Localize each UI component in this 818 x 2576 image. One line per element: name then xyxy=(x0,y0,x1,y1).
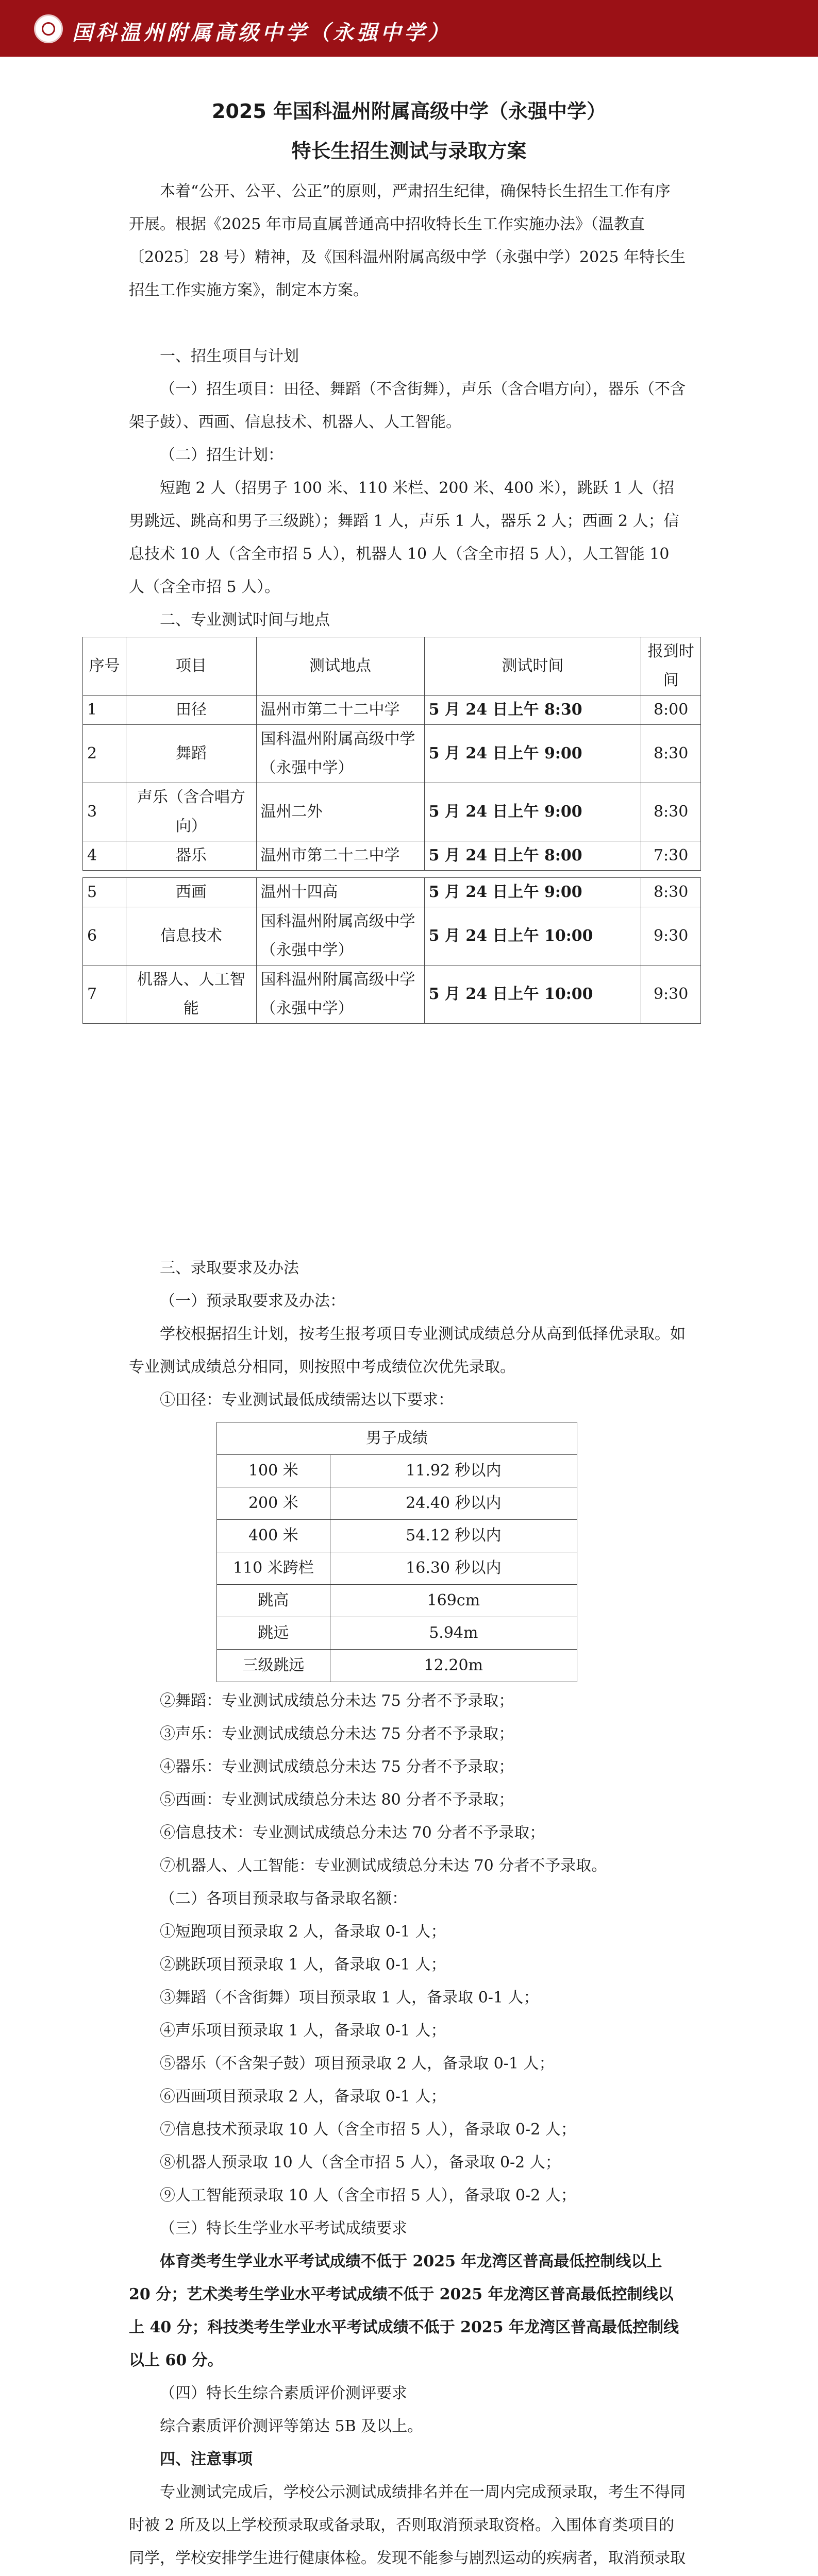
cell-no: 5 xyxy=(83,878,126,907)
table-row xyxy=(83,965,701,1024)
quota-item: ④声乐项目预录取 1 人，备录取 0-1 人； xyxy=(160,2022,446,2040)
table-row xyxy=(83,725,701,783)
table-row xyxy=(217,1455,577,1487)
cell-no: 1 xyxy=(83,696,126,725)
schedule-header-row xyxy=(83,637,701,696)
std-event: 400 米 xyxy=(217,1520,330,1552)
section1-plan-heading: （二）招生计划： xyxy=(160,446,283,464)
cell-no: 4 xyxy=(83,841,126,871)
cell-no: 7 xyxy=(83,965,126,1024)
cell-item: 机器人、人工智能 xyxy=(126,965,256,1024)
section4-heading: 四、注意事项 xyxy=(160,2450,253,2468)
col-header: 序号 xyxy=(83,637,126,696)
min-rule: ③声乐：专业测试成绩总分未达 75 分者不予录取； xyxy=(160,1725,514,1743)
schedule-table xyxy=(82,637,701,1024)
section3-sub3: （三）特长生学业水平考试成绩要求 xyxy=(160,2219,407,2238)
cell-item: 田径 xyxy=(126,696,256,725)
min-rule: ⑥信息技术：专业测试成绩总分未达 70 分者不予录取； xyxy=(160,1824,545,1842)
cell-item: 声乐（含合唱方向） xyxy=(126,783,256,841)
std-event: 110 米跨栏 xyxy=(217,1552,330,1585)
table-row xyxy=(217,1585,577,1617)
quota-item: ③舞蹈（不含街舞）项目预录取 1 人，备录取 0-1 人； xyxy=(160,1989,539,2007)
quota-item: ⑤器乐（不含架子鼓）项目预录取 2 人，备录取 0-1 人； xyxy=(160,2055,555,2073)
cell-time: 5 月 24 日上午 9:00 xyxy=(424,878,641,907)
col-header: 测试时间 xyxy=(424,637,641,696)
min-rule: ④器乐：专业测试成绩总分未达 75 分者不予录取； xyxy=(160,1758,514,1776)
cell-report: 8:30 xyxy=(641,878,701,907)
std-value: 169cm xyxy=(330,1585,577,1617)
cell-time: 5 月 24 日上午 10:00 xyxy=(424,965,641,1024)
min-rule: ②舞蹈：专业测试成绩总分未达 75 分者不予录取； xyxy=(160,1692,514,1710)
cell-report: 8:30 xyxy=(641,725,701,783)
quota-item: ⑨人工智能预录取 10 人（含全市招 5 人），备录取 0-2 人； xyxy=(160,2187,576,2205)
std-value: 5.94m xyxy=(330,1617,577,1650)
section3-sub1-text: 学校根据招生计划，按考生报考项目专业测试成绩总分从高到低择优录取。如专业测试成绩总分相同，则按照中考成绩位次优先录取。 xyxy=(129,1325,686,1376)
cell-place: 温州十四高 xyxy=(256,878,424,907)
cell-no: 6 xyxy=(83,907,126,965)
std-value: 16.30 秒以内 xyxy=(330,1552,577,1585)
section3-sub4: （四）特长生综合素质评价测评要求 xyxy=(160,2384,407,2402)
table-row xyxy=(217,1487,577,1520)
quota-item: ①短跑项目预录取 2 人，备录取 0-1 人； xyxy=(160,1923,446,1941)
cell-report: 8:30 xyxy=(641,783,701,841)
min-rule: ⑤西画：专业测试成绩总分未达 80 分者不予录取； xyxy=(160,1791,514,1809)
section1-heading: 一、招生项目与计划 xyxy=(160,347,299,365)
notice-paragraph-1: 专业测试完成后，学校公示测试成绩排名并在一周内完成预录取，考生不得同时被 2 所及以上学校预录取或备录取，否则取消预录取资格。入围体育类项目的同学，学校安排学生进行健康体检。发现不能参与剧烈运动的疾病者，取消预录取 xyxy=(129,2483,686,2567)
std-event: 跳高 xyxy=(217,1585,330,1617)
min-rule: ⑦机器人、人工智能：专业测试成绩总分未达 70 分者不予录取。 xyxy=(160,1857,607,1875)
track-standards-table xyxy=(216,1422,577,1682)
quota-item: ⑥西画项目预录取 2 人，备录取 0-1 人； xyxy=(160,2088,446,2106)
col-header: 测试地点 xyxy=(256,637,424,696)
section3-heading: 三、录取要求及办法 xyxy=(160,1259,299,1277)
std-event: 三级跳远 xyxy=(217,1650,330,1682)
cell-report: 8:00 xyxy=(641,696,701,725)
std-value: 12.20m xyxy=(330,1650,577,1682)
std-value: 24.40 秒以内 xyxy=(330,1487,577,1520)
cell-time: 5 月 24 日上午 10:00 xyxy=(424,907,641,965)
cell-item: 器乐 xyxy=(126,841,256,871)
section2-heading: 二、专业测试时间与地点 xyxy=(160,611,330,629)
quota-item: ⑦信息技术预录取 10 人（含全市招 5 人），备录取 0-2 人； xyxy=(160,2121,576,2139)
table-row xyxy=(217,1552,577,1585)
table-row xyxy=(83,696,701,725)
quota-item: ⑧机器人预录取 10 人（含全市招 5 人），备录取 0-2 人； xyxy=(160,2154,561,2172)
quota-item: ②跳跃项目预录取 1 人，备录取 0-1 人； xyxy=(160,1956,446,1974)
school-logo-icon xyxy=(34,14,63,43)
std-event: 跳远 xyxy=(217,1617,330,1650)
cell-item: 信息技术 xyxy=(126,907,256,965)
section1-projects: （一）招生项目：田径、舞蹈（不含街舞），声乐（含合唱方向），器乐（不含架子鼓）、西画、信息技术、机器人、人工智能。 xyxy=(129,380,686,431)
header-band xyxy=(0,0,818,57)
cell-time: 5 月 24 日上午 9:00 xyxy=(424,783,641,841)
cell-place: 国科温州附属高级中学（永强中学） xyxy=(256,725,424,783)
doc-title-line2: 特长生招生测试与录取方案 xyxy=(291,140,527,162)
cell-time: 5 月 24 日上午 8:00 xyxy=(424,841,641,871)
doc-title-line1: 2025 年国科温州附属高级中学（永强中学） xyxy=(212,100,606,123)
track-intro: ①田径：专业测试最低成绩需达以下要求： xyxy=(160,1391,454,1409)
cell-item: 西画 xyxy=(126,878,256,907)
cell-place: 国科温州附属高级中学（永强中学） xyxy=(256,907,424,965)
intro-paragraph: 本着“公开、公平、公正”的原则，严肃招生纪律，确保特长生招生工作有序开展。根据《2025 年市局直属普通高中招收特长生工作实施办法》（温教直〔2025〕28 号）精神，及《国科温州附属高级中学（永强中学）2025 年特长生招生工作实施方案》，制定本方案。 xyxy=(129,182,686,299)
cell-time: 5 月 24 日上午 8:30 xyxy=(424,696,641,725)
std-value: 11.92 秒以内 xyxy=(330,1455,577,1487)
std-event: 200 米 xyxy=(217,1487,330,1520)
header-school-name: 国科温州附属高级中学（永强中学） xyxy=(72,21,452,45)
table-row xyxy=(217,1520,577,1552)
std-event: 100 米 xyxy=(217,1455,330,1487)
cell-time: 5 月 24 日上午 9:00 xyxy=(424,725,641,783)
cell-place: 温州市第二十二中学 xyxy=(256,841,424,871)
table-row xyxy=(83,841,701,871)
cell-report: 9:30 xyxy=(641,907,701,965)
col-header: 报到时间 xyxy=(641,637,701,696)
cell-place: 温州市第二十二中学 xyxy=(256,696,424,725)
table-row xyxy=(83,878,701,907)
section3-sub2: （二）各项目预录取与备录取名额： xyxy=(160,1890,407,1908)
cell-no: 3 xyxy=(83,783,126,841)
table-row xyxy=(83,783,701,841)
cell-place: 国科温州附属高级中学（永强中学） xyxy=(256,965,424,1024)
section3-sub4-text: 综合素质评价测评等第达 5B 及以上。 xyxy=(160,2417,423,2435)
std-header: 男子成绩 xyxy=(217,1422,577,1455)
cell-place: 温州二外 xyxy=(256,783,424,841)
table-row xyxy=(217,1650,577,1682)
score-requirement: 体育类考生学业水平考试成绩不低于 2025 年龙湾区普高最低控制线以上 20 分；艺术类考生学业水平考试成绩不低于 2025 年龙湾区普高最低控制线以上 40 分；科技类考生学业水平考试成绩不低于 2025 年龙湾区普高最低控制线以上 60 分。 xyxy=(129,2252,679,2369)
cell-no: 2 xyxy=(83,725,126,783)
section3-sub1: （一）预录取要求及办法： xyxy=(160,1292,345,1310)
col-header: 项目 xyxy=(126,637,256,696)
section1-plan: 短跑 2 人（招男子 100 米、110 米栏、200 米、400 米），跳跃 1 人（招男跳远、跳高和男子三级跳）；舞蹈 1 人，声乐 1 人，器乐 2 人；西画 2 人；信息技术 10 人（含全市招 5 人），机器人 10 人（含全市招 5 人），人工智能 10 人（含全市招 5 人）。 xyxy=(129,479,679,596)
std-value: 54.12 秒以内 xyxy=(330,1520,577,1552)
table-row xyxy=(217,1617,577,1650)
cell-report: 9:30 xyxy=(641,965,701,1024)
cell-report: 7:30 xyxy=(641,841,701,871)
table-row xyxy=(83,907,701,965)
cell-item: 舞蹈 xyxy=(126,725,256,783)
